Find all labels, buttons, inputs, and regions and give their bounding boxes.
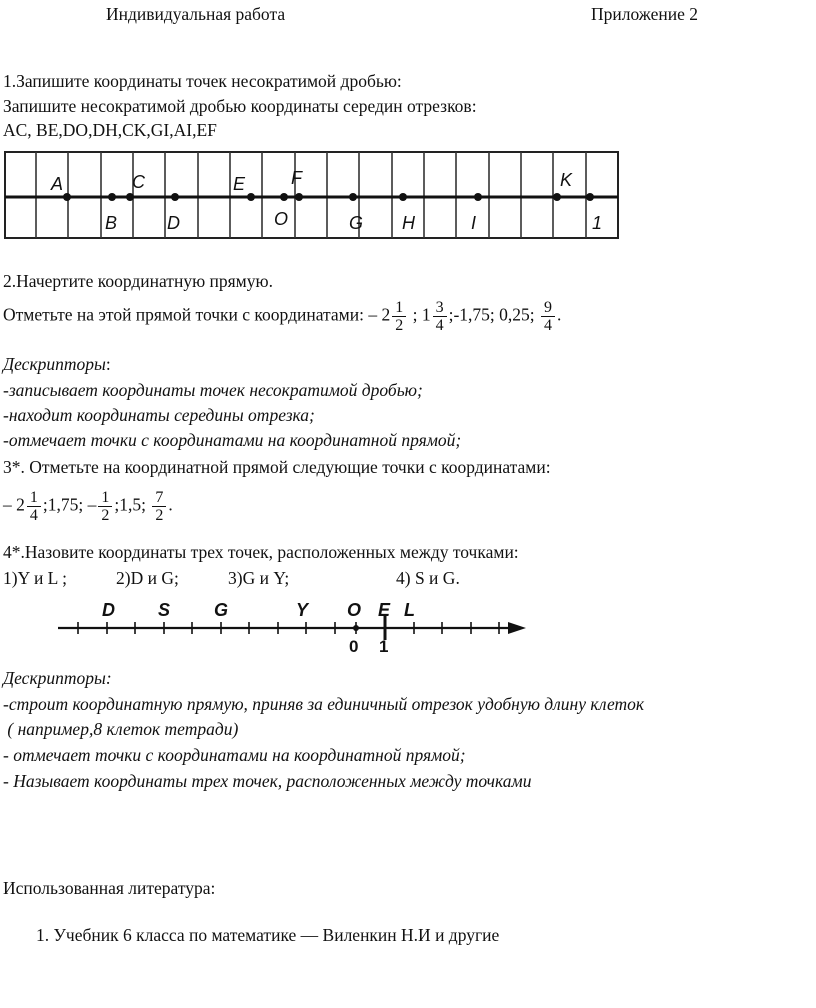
point-O — [280, 193, 288, 201]
point-1 — [586, 193, 594, 201]
point-E — [247, 193, 255, 201]
grid-number-line-figure — [4, 150, 620, 242]
fraction-3-4: $\frac{3}{4}$ — [433, 299, 447, 334]
point-K — [553, 193, 561, 201]
label-A: A — [51, 174, 64, 194]
task2-line1: 2.Начертите координатную прямую. — [3, 271, 273, 291]
task2-middle: ;-1,75; 0,25; — [448, 304, 535, 325]
label-L: L — [404, 600, 415, 620]
task2-end: . — [557, 304, 562, 325]
point-F — [295, 193, 303, 201]
descriptor2-item: - отмечает точки с координатами на координатной прямой; — [3, 745, 466, 765]
header-right: Приложение 2 — [591, 4, 699, 24]
fraction-1-2: $\frac{1}{2}$ — [392, 299, 406, 334]
label-I: I — [471, 213, 477, 233]
task2-m2-whole: 1 — [421, 304, 431, 325]
task2-prefix: Отметьте на этой прямой точки с координатами: — [3, 304, 364, 325]
label-Y: Y — [296, 600, 309, 620]
task2-m1-whole: – 2 — [368, 304, 391, 325]
label-O: O — [347, 600, 362, 620]
point-A — [63, 193, 71, 201]
grid-frame — [5, 152, 618, 238]
task4-option-4: 4) S и G. — [396, 568, 460, 588]
label-S: S — [158, 600, 171, 620]
task1-line1: 1.Запишите координаты точек несократимой дробью: — [3, 71, 402, 91]
task1-line3: AC, BE,DO,DH,CK,GI,AI,EF — [3, 120, 217, 140]
descriptor1-item: -находит координаты середины отрезка; — [3, 405, 315, 425]
point-D — [171, 193, 179, 201]
point-G — [349, 193, 357, 201]
descriptor2-item: - Называет координаты трех точек, расположенных между точками — [3, 771, 532, 791]
label-F: F — [291, 168, 302, 188]
axis-arrow — [508, 622, 526, 634]
label-one: 1 — [379, 637, 389, 656]
task4-line1: 4*.Назовите координаты трех точек, расположенных между точками: — [3, 542, 519, 562]
task3-line2: – 2 $\frac{1}{4}$ ;1,75; – $\frac{1}{2}$ ;1,5; $\frac{7}{2}$ . — [3, 489, 173, 524]
descriptor2-item: -строит координатную прямую, приняв за единичный отрезок удобную длину клеток — [3, 694, 645, 714]
literature-item: 1. Учебник 6 класса по математике — Виленкин Н.И и другие — [36, 925, 500, 945]
label-C: C — [132, 172, 145, 192]
fraction-7-2: $\frac{7}{2}$ — [152, 489, 166, 524]
label-zero: 0 — [349, 637, 359, 656]
label-H: H — [402, 213, 415, 233]
label-K: K — [560, 170, 573, 190]
label-G: G — [349, 213, 364, 233]
task4-option-1: 1)Y и L ; — [3, 568, 67, 588]
task2-sep: ; — [412, 304, 418, 325]
task1-line2: Запишите несократимой дробью координаты середин отрезков: — [3, 96, 477, 116]
label-B: B — [105, 213, 118, 233]
task2-line2 — [3, 299, 561, 334]
label-E: E — [233, 174, 246, 194]
fraction-1-2: $\frac{1}{2}$ — [98, 489, 112, 524]
descriptor1-item: -записывает координаты точек несократимой дробью; — [3, 380, 423, 400]
label-O: O — [274, 209, 289, 229]
origin-point — [353, 625, 359, 631]
literature-title: Использованная литература: — [3, 878, 216, 898]
label-1: 1 — [592, 213, 603, 233]
label-D: D — [102, 600, 115, 620]
point-I — [474, 193, 482, 201]
descriptor1-item: -отмечает точки с координатами на координатной прямой; — [3, 430, 462, 450]
label-E: E — [378, 600, 391, 620]
point-H — [399, 193, 407, 201]
task3-line1: 3*. Отметьте на координатной прямой следующие точки с координатами: — [3, 457, 551, 477]
descriptors2-title: Дескрипторы: — [3, 668, 112, 688]
descriptor2-item: ( например,8 клеток тетради) — [3, 719, 239, 739]
label-G: G — [214, 600, 229, 620]
label-D: D — [167, 213, 180, 233]
task4-option-2: 2)D и G; — [116, 568, 179, 588]
header-left: Индивидуальная работа — [106, 4, 286, 24]
coordinate-line-figure — [56, 596, 530, 658]
point-C — [126, 193, 134, 201]
descriptors1-title-line: Дескрипторы: — [3, 354, 111, 374]
point-B — [108, 193, 116, 201]
fraction-1-4: $\frac{1}{4}$ — [27, 489, 41, 524]
task4-option-3: 3)G и Y; — [228, 568, 290, 588]
fraction-9-4: $\frac{9}{4}$ — [541, 299, 555, 334]
